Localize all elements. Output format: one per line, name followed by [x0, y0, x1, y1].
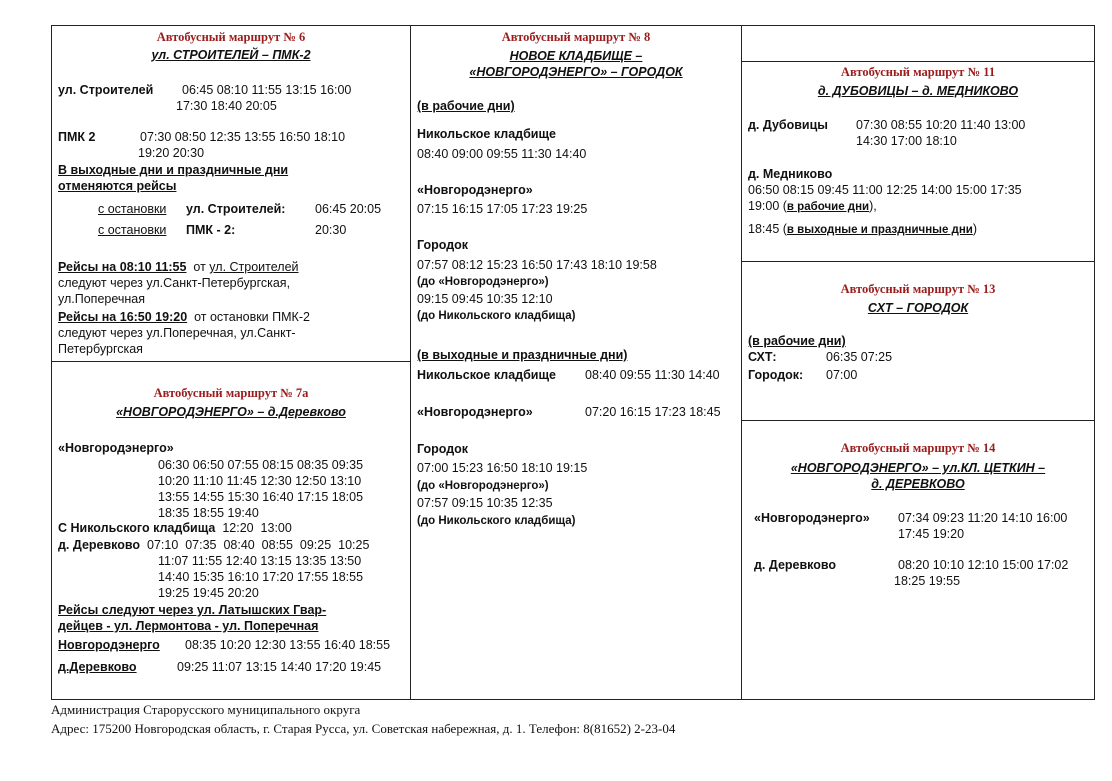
- r8-workdays-heading: (в рабочие дни): [417, 99, 515, 113]
- route-11-title: Автобусный маршрут № 11: [840, 65, 996, 79]
- r11-weekend-note: в выходные и праздничные дни: [786, 224, 973, 236]
- r13-skht-times: 06:35 07:25: [826, 350, 893, 364]
- route-8-subtitle-b: «НОВГОРОДЭНЕРГО» – ГОРОДОК: [469, 65, 683, 79]
- r7a-derevkovo-times-2: 11:07 11:55 12:40 13:15 13:35 13:50: [158, 554, 362, 568]
- r11-mednikovo-times: 06:50 08:15 09:45 11:00 12:25 14:00 15:00 17:35: [748, 183, 1022, 197]
- r6-stop-pmk2-times-b: 19:20 20:30: [138, 146, 205, 160]
- r6-stop-stroiteley-times-b: 17:30 18:40 20:05: [176, 99, 277, 113]
- r7a-stop-nikolskoe-times: 12:20 13:00: [215, 521, 292, 535]
- r6-cancel1-from: с остановки: [98, 202, 167, 216]
- route-7a-subtitle: «НОВГОРОДЭНЕРГО» – д.Деревково: [116, 405, 346, 419]
- r8-weekend-gorodok-times: 07:00 15:23 16:50 18:10 19:15: [417, 461, 588, 475]
- route-6-block: [52, 26, 410, 361]
- r13-stop-gorodok: Городок:: [748, 368, 804, 382]
- r14-novgorodenergo-times-a: 07:34 09:23 11:20 14:10 16:00: [898, 511, 1068, 525]
- r11-stop-mednikovo: д. Медниково: [748, 167, 833, 181]
- r6-stop-pmk2-times-a: 07:30 08:50 12:35 13:55 16:50 18:10: [140, 130, 346, 144]
- r8-stop-gorodok: Городок: [417, 238, 469, 252]
- r11-weekend-time: 18:45 (: [748, 222, 787, 236]
- r6-cancel-notice-a: В выходные дни и праздничные дни: [58, 163, 289, 177]
- r7a-novgorodenergo-times-3: 13:55 14:55 15:30 16:40 17:15 18:05: [158, 490, 364, 504]
- r8-gorodok-times: 07:57 08:12 15:23 16:50 17:43 18:10 19:58: [417, 258, 657, 272]
- r7a-alt1-stop: Новгородэнерго: [58, 638, 160, 652]
- r6-cancel-notice-b: отменяются рейсы: [58, 179, 177, 193]
- r7a-novgorodenergo-times-1: 06:30 06:50 07:55 08:15 08:35 09:35: [158, 458, 364, 472]
- r11-mednikovo-workday: [748, 199, 877, 215]
- r7a-via-a: Рейсы следуют через ул. Латышских Гвар-: [58, 603, 327, 617]
- r6-note2-line3: Петербургская: [58, 342, 143, 356]
- r13-gorodok-times: 07:00: [826, 368, 858, 382]
- r7a-alt2-stop: д.Деревково: [58, 660, 137, 674]
- r14-stop-novgorodenergo: «Новгородэнерго»: [754, 511, 870, 525]
- r6-note1-line2: следуют через ул.Санкт-Петербургская,: [58, 276, 291, 290]
- r6-note1-from: от: [186, 260, 210, 274]
- r7a-stop-nikolskoe-label: С Никольского кладбища: [58, 521, 216, 535]
- r7a-stop-nikolskoe: [58, 521, 292, 536]
- r7a-via-b: дейцев - ул. Лермонтова - ул. Поперечная: [58, 619, 319, 633]
- r8-stop-nikolskoe: Никольское кладбище: [417, 127, 556, 141]
- r7a-stop-novgorodenergo: «Новгородэнерго»: [58, 441, 174, 455]
- route-14-title: Автобусный маршрут № 14: [840, 441, 996, 455]
- route-14-subtitle-a: «НОВГОРОДЭНЕРГО» – ул.КЛ. ЦЕТКИН –: [790, 461, 1046, 475]
- r11-dubovitsy-times-b: 14:30 17:00 18:10: [856, 134, 957, 148]
- r6-note2-line2: следуют через ул.Поперечная, ул.Санкт-: [58, 326, 296, 340]
- r8-weekend-stop-gorodok: Городок: [417, 442, 469, 456]
- route-8-title: Автобусный маршрут № 8: [501, 30, 651, 44]
- r8-gorodok-note1: (до «Новгородэнерго»): [417, 276, 549, 288]
- empty-cell: [742, 26, 1094, 61]
- r11-dubovitsy-times-a: 07:30 08:55 10:20 11:40 13:00: [856, 118, 1026, 132]
- r6-note2-head: Рейсы на 16:50 19:20: [58, 310, 188, 324]
- r8-novgorodenergo-times: 07:15 16:15 17:05 17:23 19:25: [417, 202, 588, 216]
- r7a-stop-derevkovo-label: д. Деревково: [58, 538, 141, 552]
- route-13-block: [742, 261, 1094, 420]
- r8-weekend-stop-nikolskoe: Никольское кладбище: [417, 368, 556, 382]
- column-right: [742, 26, 1094, 699]
- r14-stop-derevkovo: д. Деревково: [754, 558, 837, 572]
- r11-workday-note: в рабочие дни: [786, 201, 870, 213]
- route-8-block: [411, 26, 741, 699]
- route-11-block: [742, 61, 1094, 261]
- route-7a-title: Автобусный маршрут № 7а: [153, 386, 309, 400]
- r11-workday-end: ),: [869, 199, 877, 213]
- route-14-block: [742, 420, 1094, 699]
- route-6-subtitle: ул. СТРОИТЕЛЕЙ – ПМК-2: [151, 48, 311, 62]
- column-left: [52, 26, 411, 699]
- r7a-derevkovo-times-3: 14:40 15:35 16:10 17:20 17:55 18:55: [158, 570, 364, 584]
- r8-weekend-heading: (в выходные и праздничные дни): [417, 348, 628, 362]
- route-6-title: Автобусный маршрут № 6: [156, 30, 306, 44]
- r11-workday-time: 19:00 (: [748, 199, 787, 213]
- r7a-novgorodenergo-times-4: 18:35 18:55 19:40: [158, 506, 259, 520]
- column-middle: [411, 26, 742, 699]
- r8-weekend-gorodok-note1: (до «Новгородэнерго»): [417, 480, 549, 492]
- r13-stop-skht: СХТ:: [748, 350, 777, 364]
- r8-stop-novgorodenergo: «Новгородэнерго»: [417, 183, 533, 197]
- r8-gorodok-times2: 09:15 09:45 10:35 12:10: [417, 292, 553, 306]
- r7a-stop-derevkovo: [58, 538, 369, 553]
- r6-stop-stroiteley-times-a: 06:45 08:10 11:55 13:15 16:00: [182, 83, 352, 97]
- r8-weekend-nikolskoe-times: 08:40 09:55 11:30 14:40: [585, 368, 720, 382]
- footer-administration: Администрация Старорусского муниципального округа: [51, 702, 361, 717]
- route-13-subtitle: СХТ – ГОРОДОК: [867, 301, 969, 315]
- r8-nikolskoe-times: 08:40 09:00 09:55 11:30 14:40: [417, 147, 587, 161]
- r6-note2-line1: [58, 310, 310, 325]
- r7a-derevkovo-times-4: 19:25 19:45 20:20: [158, 586, 259, 600]
- r14-novgorodenergo-times-b: 17:45 19:20: [898, 527, 965, 541]
- r8-weekend-gorodok-times2: 07:57 09:15 10:35 12:35: [417, 496, 553, 510]
- r8-weekend-novgorodenergo-times: 07:20 16:15 17:23 18:45: [585, 405, 721, 419]
- r6-stop-stroiteley: ул. Строителей: [58, 83, 154, 97]
- r8-weekend-stop-novgorodenergo: «Новгородэнерго»: [417, 405, 533, 419]
- r6-note1-stop: ул. Строителей: [209, 260, 299, 274]
- r14-derevkovo-times-b: 18:25 19:55: [894, 574, 961, 588]
- r11-mednikovo-weekend: [748, 222, 977, 238]
- route-13-title: Автобусный маршрут № 13: [840, 282, 996, 296]
- r14-derevkovo-times-a: 08:20 10:10 12:10 15:00 17:02: [898, 558, 1069, 572]
- r6-cancel2-from: с остановки: [98, 223, 167, 237]
- schedule-table: [51, 25, 1095, 700]
- r13-workdays-heading: (в рабочие дни): [748, 334, 846, 348]
- r11-stop-dubovitsy: д. Дубовицы: [748, 118, 828, 132]
- r11-weekend-end: ): [972, 222, 978, 236]
- route-8-subtitle-a: НОВОЕ КЛАДБИЩЕ –: [509, 49, 643, 63]
- r8-gorodok-note2: (до Никольского кладбища): [417, 310, 576, 322]
- r7a-alt2-times: 09:25 11:07 13:15 14:40 17:20 19:45: [177, 660, 382, 674]
- route-7a-block: [52, 361, 410, 699]
- r6-cancel1-stop: ул. Строителей:: [186, 202, 286, 216]
- r8-weekend-gorodok-note2: (до Никольского кладбища): [417, 515, 576, 527]
- r7a-derevkovo-times-1: 07:10 07:35 08:40 08:55 09:25 10:25: [140, 538, 370, 552]
- route-11-subtitle: д. ДУБОВИЦЫ – д. МЕДНИКОВО: [817, 84, 1019, 98]
- r6-cancel1-times: 06:45 20:05: [315, 202, 382, 216]
- r7a-alt1-times: 08:35 10:20 12:30 13:55 16:40 18:55: [185, 638, 391, 652]
- r6-note1-line1: [58, 260, 299, 275]
- r7a-novgorodenergo-times-2: 10:20 11:10 11:45 12:30 12:50 13:10: [158, 474, 362, 488]
- r6-cancel2-stop: ПМК - 2:: [186, 223, 236, 237]
- r6-note1-head: Рейсы на 08:10 11:55: [58, 260, 187, 274]
- r6-stop-pmk2: ПМК 2: [58, 130, 96, 144]
- footer-address: Адрес: 175200 Новгородская область, г. Старая Русса, ул. Советская набережная, д. 1. Телефон: 8(81652) 2-23-04: [51, 721, 676, 736]
- r6-cancel2-times: 20:30: [315, 223, 347, 237]
- r6-note2-from: от остановки ПМК-2: [187, 310, 310, 324]
- r6-note1-line3: ул.Поперечная: [58, 292, 146, 306]
- route-14-subtitle-b: д. ДЕРЕВКОВО: [871, 477, 965, 491]
